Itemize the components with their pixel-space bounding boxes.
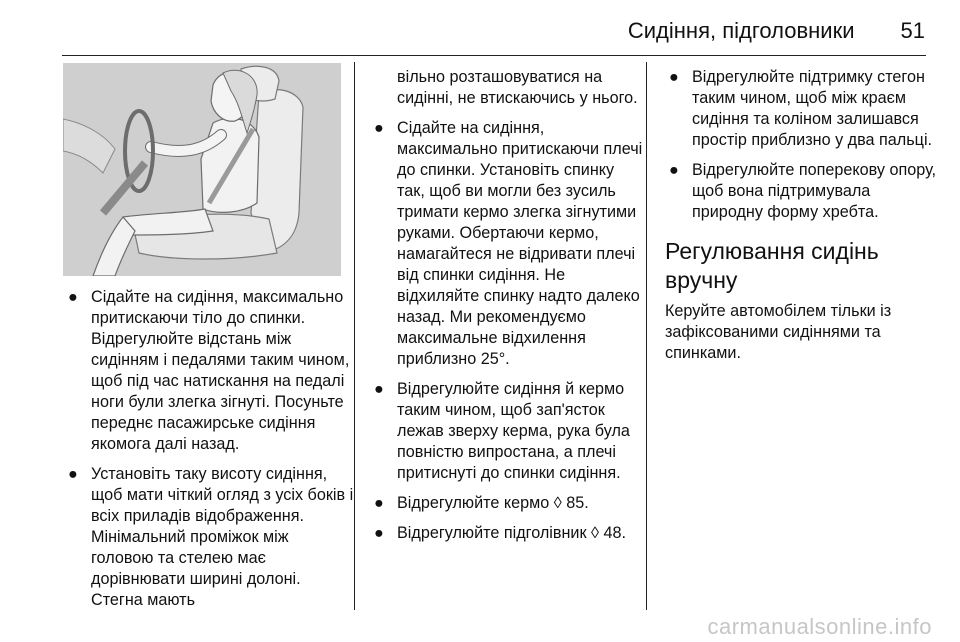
list-item-text: Сідайте на сидіння, максимально притискаючи плечі до спинки. Установіть спинку так, щоб ви могли без зусиль тримати кермо злегка зігнутими руками. Обертаючи кермо, намагайтеся не відривати плечі від спинки сидіння. Не відхиляйте спинку надто далеко назад. Ми рекомендуємо максимальне відхилення приблизно 25°. xyxy=(397,119,643,368)
bullet-icon: ● xyxy=(68,288,78,306)
list-item-text: Відрегулюйте підтримку стегон таким чином, щоб між краєм сидіння та коліном залишався простір приблизно у два пальці. xyxy=(692,68,933,149)
bullet-icon: ● xyxy=(374,494,384,512)
column-1 xyxy=(64,287,354,620)
column-2 xyxy=(370,67,645,553)
seated-driver-image xyxy=(63,63,341,276)
bullet-icon: ● xyxy=(374,524,384,542)
list-item xyxy=(370,379,645,484)
column-divider-2 xyxy=(646,62,647,610)
column-3 xyxy=(665,67,940,364)
bullet-icon: ● xyxy=(374,119,384,137)
list-item xyxy=(370,493,645,514)
list-item-text: Відрегулюйте підголівник ◊ 48. xyxy=(397,524,627,542)
watermark: carmanualsonline.info xyxy=(707,614,932,639)
list-item xyxy=(370,118,645,370)
instruction-list-1 xyxy=(64,287,354,611)
bullet-icon: ● xyxy=(669,68,679,86)
list-item-text: Відрегулюйте сидіння й кермо таким чином, щоб зап'ясток лежав зверху керма, рука була повністю випростана, а плечі притиснуті до спинки сидіння. xyxy=(397,380,630,482)
continued-text: вільно розташовуватися на сидінні, не втискаючись у нього. xyxy=(397,68,638,107)
list-item-text: Установіть таку висоту сидіння, щоб мати чіткий огляд з усіх боків і всіх приладів відображення. Мінімальний проміжок між головою та стелею має дорівнювати ширині долоні. Стегна мають xyxy=(91,465,354,609)
list-item-text: Сідайте на сидіння, максимально притискаючи тіло до спинки. Відрегулюйте відстань між сидінням і педалями таким чином, щоб під час натискання на педалі ноги були злегка зігнуті. Посуньте переднє пасажирське сидіння якомога далі назад. xyxy=(91,288,350,453)
page-number: 51 xyxy=(900,18,925,43)
header-title: Сидіння, підголовники xyxy=(627,18,855,43)
list-item xyxy=(370,523,645,544)
page-header xyxy=(628,18,925,44)
header-rule xyxy=(62,55,926,56)
list-item xyxy=(665,160,940,223)
bullet-icon: ● xyxy=(669,161,679,179)
section-paragraph: Керуйте автомобілем тільки із зафіксованими сидіннями та спинками. xyxy=(665,302,892,362)
column-divider-1 xyxy=(354,62,355,610)
list-item xyxy=(64,464,354,611)
instruction-list-2 xyxy=(370,118,645,544)
section-heading: Регулювання сидінь вручну xyxy=(665,238,879,293)
driver-seat-illustration xyxy=(63,63,341,276)
instruction-list-3 xyxy=(665,67,940,223)
list-item xyxy=(665,67,940,151)
list-item-text: Відрегулюйте поперекову опору, щоб вона підтримувала природну форму хребта. xyxy=(692,161,937,221)
bullet-icon: ● xyxy=(68,465,78,483)
list-item xyxy=(64,287,354,455)
bullet-icon: ● xyxy=(374,380,384,398)
list-item-text: Відрегулюйте кермо ◊ 85. xyxy=(397,494,589,512)
